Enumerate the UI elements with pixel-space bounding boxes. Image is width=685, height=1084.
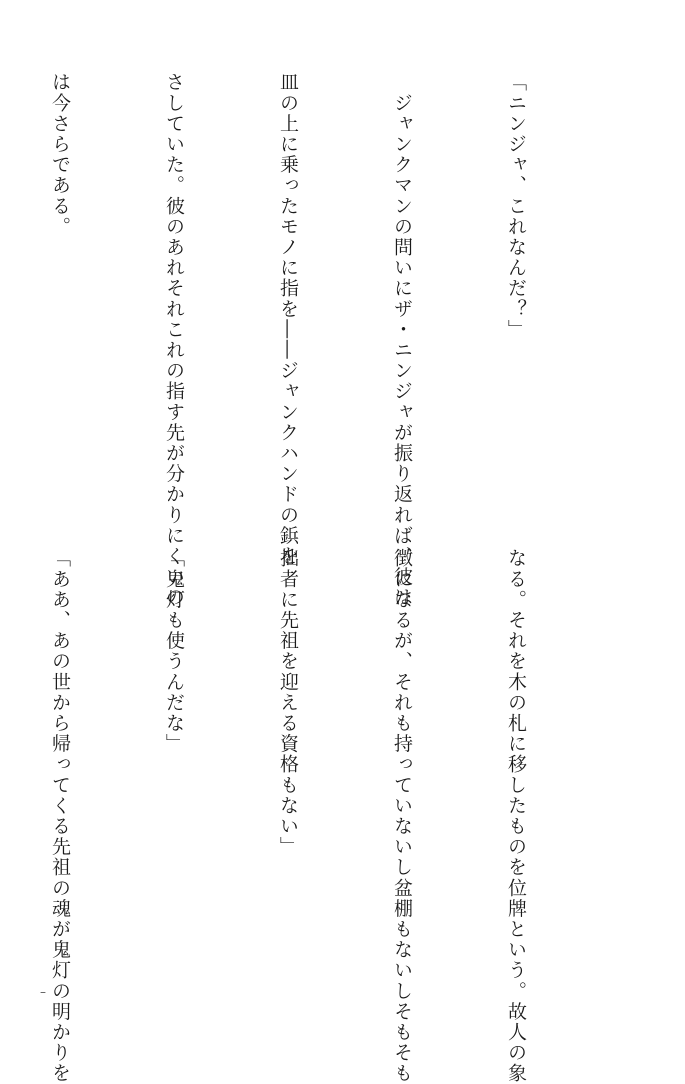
text-column: 徴になるが、それも持っていないし盆棚もないしそもそも	[391, 548, 413, 1084]
text-block-upper	[49, 72, 611, 608]
text-column: 「ああ、あの世から帰ってくる先祖の魂が鬼灯の明かりを	[49, 548, 71, 1084]
text-column: は今さらである。	[49, 72, 71, 237]
page-footer-mark: –	[40, 985, 46, 999]
text-column: 「鬼灯も使うんだな」	[163, 548, 185, 754]
text-column: 拙者に先祖を迎える資格もない」	[277, 548, 299, 857]
text-column: 皿の上に乗ったモノに指を――ジャンクハンドの鋲を	[277, 72, 299, 567]
text-block-lower	[49, 548, 611, 1084]
text-column: なる。それを木の札に移したものを位牌という。故人の象	[505, 548, 527, 1084]
text-column: ジャンクマンの問いにザ・ニンジャが振り返れば、彼は	[391, 72, 413, 608]
text-column: さしていた。彼のあれそれこれの指す先が分かりにくいの	[163, 72, 185, 608]
text-column: 「ニンジャ、これなんだ？」	[505, 72, 527, 340]
